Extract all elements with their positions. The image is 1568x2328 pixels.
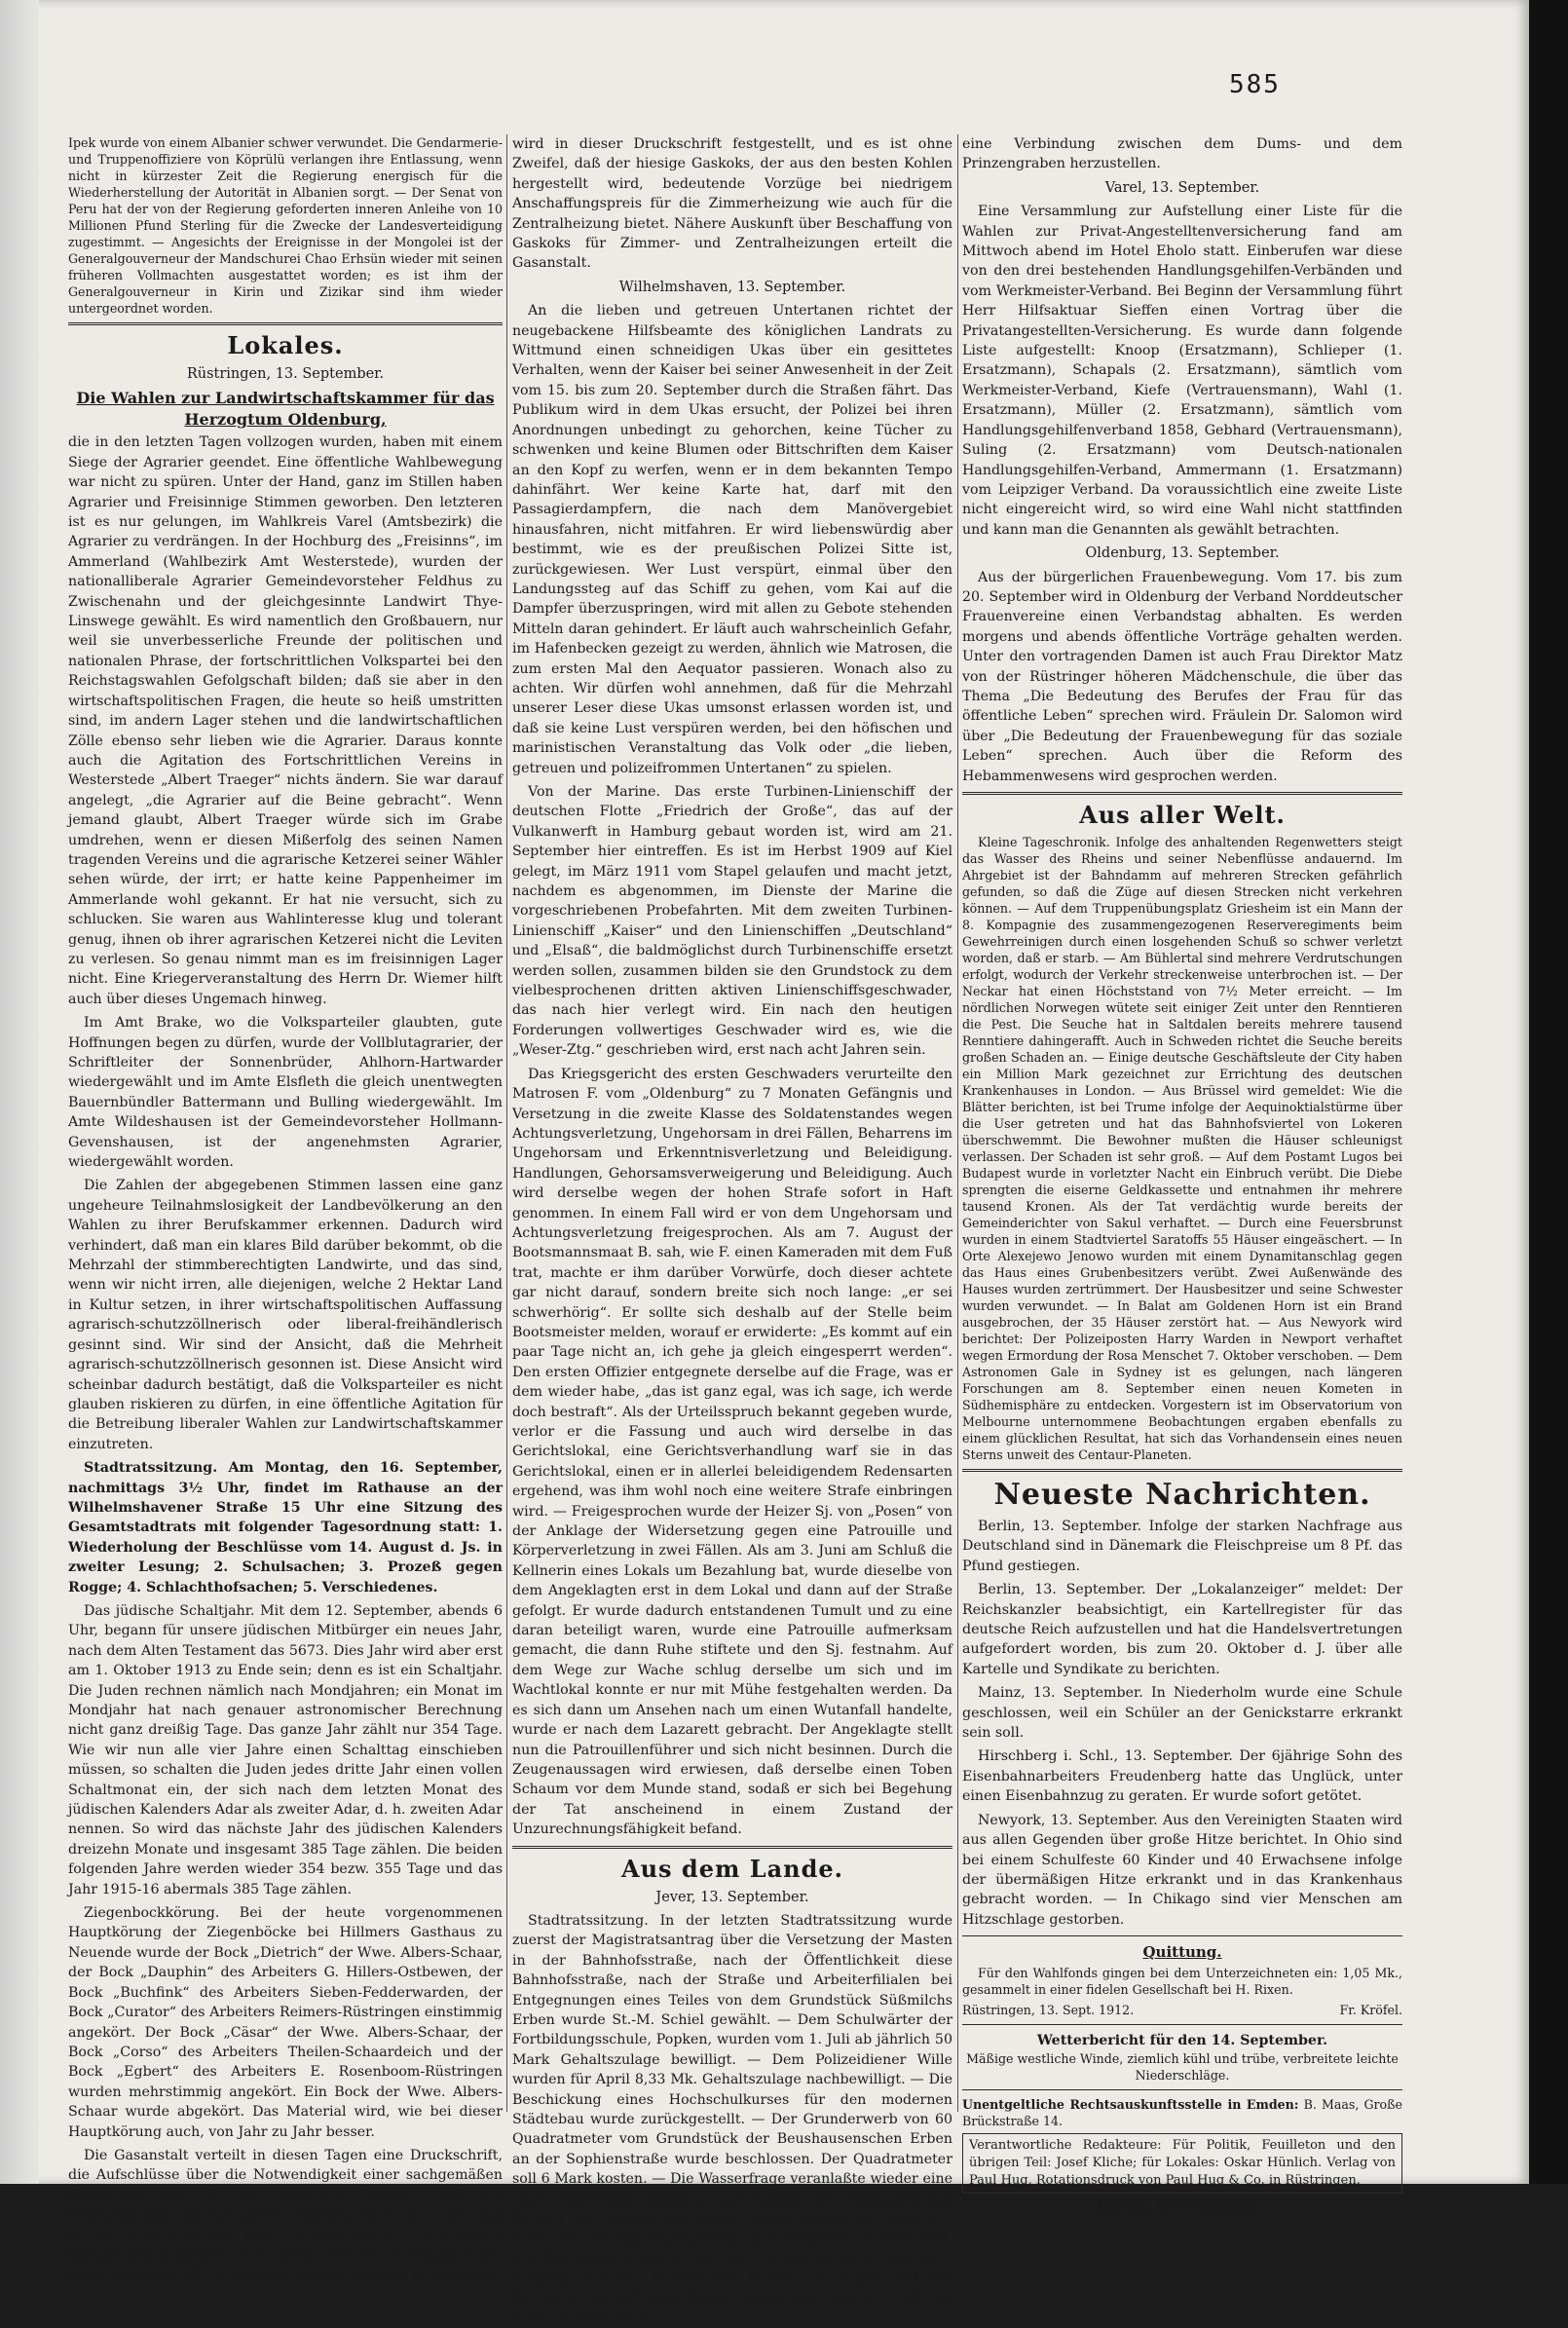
frauenbewegung-paragraph: Aus der bürgerlichen Frauenbewegung. Vom 17. bis zum 20. September wird in Oldenburg der Verband Norddeutscher Frauenvereine einen Verbandstag abhalten. Es werden morgens und abends öffentliche Vorträge gehalten werden. Unter den vortragenden Damen ist auch Frau Direktor Matz von der Rüstringer höheren Mädchenschule, die über das Thema „Die Bedeutung des Berufes der Frau für das öffentliche Leben“ sprechen wird. Fräulein Dr. Salomon wird über „Die Bedeutung der Frauenbewegung für das soziale Leben“ sprechen. Auch über die Reform des Hebammenwesens wird gesprochen werden. — [962, 569, 1402, 784]
lokales-heading: Lokales. — [227, 331, 344, 359]
column-3 — [962, 134, 1403, 2215]
schaltjahr-paragraph: Das jüdische Schaltjahr. Mit dem 12. September, abends 6 Uhr, begann für unsere jüdischen Mitbürger ein neues Jahr, nach dem Alten Testament das 5673. Dies Jahr wird aber erst am 1. Oktober 1913 zu Ende sein; denn es ist ein Schaltjahr. Die Juden rechnen nämlich nach Mondjahren; ein Monat im Mondjahr hat nach genauer astronomischer Berechnung nicht ganz dreißig Tage. Das ganze Jahr zählt nur 354 Tage. Wie wir nun alle vier Jahre einen Schalttag einschieben müssen, so schalten die Juden jedes dritte Jahr einen vollen Schaltmonat ein, der sich nach dem letzten Monat des jüdischen Kalenders Adar als zweiter Adar, d. h. zweiten Adar nennen. So wird das nächste Jahr des jüdischen Kalenders dreizehn Monate und insgesamt 385 Tage zählen. Die beiden folgenden Jahre werden wieder 354 bezw. 355 Tage und das Jahr 1915-16 abermals 385 Tage zählen. — [68, 1602, 503, 1897]
news-mainz: Mainz, 13. September. In Niederholm wurde eine Schule geschlossen, weil ein Schüler an der Genickstarre erkrankt sein soll. — [962, 1685, 1402, 1742]
wetter-text: Mäßige westliche Winde, ziemlich kühl und trübe, verbreitete leichte Niederschläge. — [966, 2050, 1399, 2083]
gas-paragraph: Die Gasanstalt verteilt in diesen Tagen eine Druckschrift, die Aufschlüsse über die Notwendigkeit einer sachgemäßen Beheizung gibt. Bei der heutigen Tatsache, daß die Heizungsfrage, die für unsere Volksbefinden im Winter von großer Bedeutung ist, noch vielfach mit einem geringen Verständnis behandelt wird, wenn man die Wichtigkeit der Frage verkennt. Die Bedeutung von Gaskoks als Heizmaterial — [68, 2147, 503, 2283]
wahlen-paragraph-1: die in den letzten Tagen vollzogen wurden, haben mit einem Siege der Agrarier geendet. Eine öffentliche Wahlbewegung war nicht zu spüren. Unter der Hand, ganz im Stillen haben Agrarier und Freisinnige Stimmen geworben. Den letzteren ist es nur gelungen, im Wahlkreis Varel (Amtsbezirk) die Agrarier zu verdrängen. In der Hochburg des „Freisinns“, im Ammerland (Wahlbezirk Amt Westerstede), wurden der nationalliberale Agrarier Gemeindevorsteher Feldhus zu Zwischenahn und der gleichgesinnte Landwirt Thye-Linswege gewählt. Es wird namentlich den Großbauern, nur weil sie unverbesserliche Freunde der politischen und nationalen Phrase, der fortschrittlichen Volkspartei bei den Reichstagswahlen Gefolgschaft bilden; daß sie aber in den wirtschaftspolitischen Fragen, die heute so heiß umstritten sind, im andern Lager stehen und die landwirtschaftlichen Zölle ebenso sehr lieben wie die Agrarier. Daraus konnte auch die Agitation des Fortschrittlichen Vereins in Westerstede „Albert Traeger“ nichts ändern. Sie war darauf angelegt, „die Agrarier auf die Beine gebracht“. Wenn jemand glaubt, Albert Traeger würde sich im Grabe umdrehen, wenn er diesen Mißerfolg des seinen Namen tragenden Vereins und die agrarische Ketzerei seiner Wähler sehen würde, der irrt; er hatte keine Pappenheimer im Ammerlande wohl gekannt. Er hat nie versucht, sich zu schlucken. Sie waren aus Wahlinteresse klug und tolerant genug, ihnen ob ihrer agrarischen Ketzerei nicht die Leviten zu verlesen. So genau nimmt man es im freisinnigen Lager nicht. Eine Kriegerveranstaltung des Herrn Dr. Wiemer hilft auch über dieses Ungemach hinweg. — [68, 434, 503, 1007]
wilhelmshaven-dateline: Wilhelmshaven, 13. September. — [618, 279, 846, 295]
quittung-place-date: Rüstringen, 13. Sept. 1912. — [962, 2002, 1135, 2017]
wetter-heading: Wetterbericht für den 14. September. — [1036, 2032, 1328, 2048]
emden-address: B. Maas, Große Brückstraße 14. — [962, 2096, 1403, 2128]
scan-edge — [1529, 0, 1568, 2184]
news-newyork: Newyork, 13. September. Aus den Vereinigten Staaten wird aus allen Gegenden über große Hitze berichtet. In Ohio sind bei einem Schulfeste 60 Kinder und 40 Erwachsene infolge der übermäßigen Hitze erkrankt und in das Krankenhaus gebracht worden. — In Chikago sind vier Menschen am Hitzschlage gestorben. — [962, 1812, 1402, 1928]
kriegsgericht-paragraph: Das Kriegsgericht des ersten Geschwaders verurteilte den Matrosen F. vom „Oldenburg“ zu 7 Monaten Gefängnis und Versetzung in die zweite Klasse des Soldatenstandes wegen Achtungsverletzung, Ungehorsam in drei Fällen, Beharrens im Ungehorsam und Erkenntnisverletzung und Beleidigung. Handlungen, Gehorsamsverweigerung und Beleidigung. Auch wird derselbe wegen der hohen Strafe sofort in Haft genommen. In einem Fall wird er von dem Ungehorsam und Achtungsverletzung freigesprochen. Als am 7. August der Bootsmannsmaat B. sah, wie F. einen Kameraden mit dem Fuß trat, machte er ihm darüber Vorwürfe, doch dieser achtete gar nicht darauf, sondern breite sich noch lange: „er sei schwerhörig“. Er sollte sich deshalb auf der Stelle beim Bootsmeister melden, worauf er erwiderte: „Es kommt auf ein paar Tage nicht an, ich gehe ja gleich eingesperrt werden“. Den ersten Offizier entgegnete derselbe auf die Frage, was er dem wieder habe, „das ist ganz egal, was ich sage, ich werde doch bestraft“. Als der Urteilsspruch bekannt gegeben wurde, verlor er die Fassung und auch wird derselbe in das Gerichtslokal, eine Gerichtsverhandlung warf sie in das Gerichtslokal, einen er in allerlei beleidigendem Redensarten ergehend, was ihm wohl noch eine weitere Strafe einbringen wird. — Freigesprochen wurde der Heizer Sj. von „Posen“ von der Anklage der Widersetzung gegen eine Patrouille und Körperverletzung in zwei Fällen. Als am 3. Juni am Schluß die Kellnerin eines Lokals um Bezahlung bat, wurde dieselbe von dem Angeklagten erst in dem Lokal und dann auf der Straße gefolgt. Er wurde dadurch entstandenen Tumult und zu eine daran beteiligt waren, wurde eine Patrouille aufmerksam gemacht, die dann Ruhe stiftete und den Sj. festnahm. Auf dem Wege zur Wache schlug derselbe um sich und im Wachtlokal konnte er nur mit Mühe festgehalten werden. Da es sich dann um Ansehen nach um einen Wutanfall handelte, wurde er nach dem Lazarett gebracht. Der Angeklagte stellt nun die Patrouillenführer und sich nicht besinnen. Durch die Zeugenaussagen wird erwiesen, daß derselbe einen Toben Schaum vor dem Munde stand, sodaß er sich bei Begehung der Tat anscheinend in einem Zustand der Unzurechnungsfähigkeit befand. — [512, 1066, 952, 1838]
jever-paragraph: Stadtratssitzung. In der letzten Stadtratssitzung wurde zuerst der Magistratsantrag über die Versetzung der Masten in der Bahnhofsstraße, nach der Öffentlichkeit diese Bahnhofsstraße, nach der Straße und Arbeiterfilialen bei Entgegnungen eines Teiles von dem Grundstück Süßmilchs Erben wurde St.-M. Schiel gewählt. — Dem Schulwärter der Fortbildungsschule, Popken, wurden vom 1. Juli ab jährlich 50 Mark Gehaltszulage bewilligt. — Dem Polizeidiener Wille wurden für April 8,33 Mk. Gehaltszulage nachbewilligt. — Die Beschickung eines Hochschulkurses für den modernen Städtebau wurde zurückgestellt. — Der Grunderwerb von 60 Quadratmeter vom Grundstück der Beushausenschen Erben an der Sophienstraße wurde beschlossen. Der Quadratmeter soll 6 Mark kosten. — Die Wasserfrage veranlaßte wieder eine recht stürmische Debatte. Der Ankauf des Fettköterschen Werkes von seiten der Stadt wurde abgelehnt. Dagegen wurde der Antrag angenommen, den Magistrat zu ersuchen, bei der Firma Fettköter anzufragen, ob sie bereit sei, eine Leitung nach der elektrischen Zentrale zu legen und das Wasser zu ermäßigten Preisen dahin abzugeben. — Weiter wurde beschlossen, — [512, 1912, 952, 2327]
ziegen-paragraph: Ziegenbockkörung. Bei der heute vorgenommenen Hauptkörung der Ziegenböcke bei Hillmers Gasthaus zu Neuende wurde der Bock „Dietrich“ der Wwe. Albers-Schaar, der Bock „Dauphin“ des Arbeiters G. Hillers-Ostbewen, der Bock „Buchfink“ des Arbeiters Sieben-Fedderwarden, der Bock „Curator“ des Arbeiters Reimers-Rüstringen einstimmig angekört. Der Bock „Cäsar“ der Wwe. Albers-Schaar, der Bock „Corso“ des Arbeiters Theilen-Schaardeich und der Bock „Egbert“ des Arbeiters E. Rosenboom-Rüstringen wurden mehrstimmig angekört. Ein Bock der Wwe. Albers-Schaar wurde abgekört. Das Material wird, wie bei dieser Hauptkörung auch, von Jahr zu Jahr besser. — [68, 1905, 503, 2140]
binding-strip — [0, 0, 39, 2184]
divider — [962, 2024, 1402, 2025]
wahlen-paragraph-3: Die Zahlen der abgegebenen Stimmen lassen eine ganz ungeheure Teilnahmslosigkeit der Landbevölkerung an den Wahlen zu ihrer Berufskammer erkennen. Dadurch wird verhindert, daß man ein klares Bild darüber bekommt, ob die Mehrzahl der stimmberechtigten Landwirte, und das sind, wenn wir nicht irren, alle diejenigen, welche 2 Hektar Land in Kultur setzen, in ihrer wirtschaftspolitischen Auffassung agrarisch-schutzzöllnerisch oder liberal-freihändlerisch gesinnt sind. Wir sind der Ansicht, daß die Mehrheit agrarisch-schutzzöllnerisch gesonnen ist. Diese Ansicht wird scheinbar dadurch bestätigt, daß die Volksparteiler es nicht glauben riskieren zu dürfen, in eine öffentliche Agitation für die Betreibung liberaler Wahlen zur Landwirtschaftskammer einzutreten. — [68, 1178, 503, 1452]
emden-heading: Unentgeltliche Rechtsauskunftsstelle in Emden: — [962, 2096, 1299, 2112]
divider — [962, 2089, 1402, 2090]
intro-news: Ipek wurde von einem Albanier schwer verwundet. Die Gendarmerie- und Truppenoffiziere von Köprülü verlangen ihre Entlassung, wenn nicht in kürzester Zeit die Regierung energisch für die Wiederherstellung der Autorität in Albanien sorgt. — Der Senat von Peru hat der von der Regierung geforderten inneren Anleihe von 10 Millionen Pfund Sterling für die Zwecke der Landesverteidigung zugestimmt. — Angesichts der Ereignisse in der Mongolei ist der Generalgouverneur der Mandschurei Chao Erhsün wieder mit seinen früheren Vollmachten ausgestattet worden; es ist ihm der Generalgouverneur in Kirin und Zizikar sind ihm wieder untergeordnet worden. — [68, 135, 503, 316]
divider — [962, 1935, 1402, 1936]
oldenburg-dateline: Oldenburg, 13. September. — [1085, 545, 1280, 562]
column-1 — [68, 134, 503, 2283]
news-hirschberg: Hirschberg i. Schl., 13. September. Der 6jährige Sohn des Eisenbahnarbeiters Freudenberg hatte das Unglück, unter einen Eisenbahnzug zu geraten. Er wurde sofort getötet. — [962, 1748, 1402, 1805]
column-2 — [512, 134, 952, 2327]
divider — [962, 792, 1402, 795]
beilagen-note: Hierzu zwei Beilagen. — [1098, 2198, 1267, 2215]
impressum-box: Verantwortliche Redakteure: Für Politik, Feuilleton und den übrigen Teil: Josef Kliche; für Lokales: Oskar Hünlich. Verlag von Paul Hug, Rotationsdruck von Paul Hug & Co. in Rüstringen. — [962, 2133, 1402, 2194]
aus-aller-welt-heading: Aus aller Welt. — [1079, 801, 1286, 829]
varel-intro: eine Verbindung zwischen dem Dums- und dem Prinzengraben herzustellen. — [962, 136, 1402, 172]
tageschronik-paragraph: Kleine Tageschronik. Infolge des anhaltenden Regenwetters steigt das Wasser des Rheins und seiner Nebenflüsse andauernd. Im Ahrgebiet ist der Bahndamm auf mehreren Strecken gefährlich gefunden, so daß die Züge auf diesen Strecken nicht verkehren können. — Auf dem Truppenübungsplatz Griesheim ist ein Mann der 8. Kompagnie des zusammengezogenen Reserveregiments beim Gewehrreinigen durch einen losgehenden Schuß so schwer verletzt worden, daß er starb. — Am Bühlertal sind mehrere Verdrutschungen erfolgt, wodurch der Verkehr streckenweise unterbrochen ist. — Der Neckar hat einen Höchststand von 7½ Meter erreicht. — Im nördlichen Norwegen wütete seit einiger Zeit unter den Renntieren die Pest. Die Seuche hat in Saltdalen bereits mehrere tausend Renntiere dahingerafft. Auch in Schweden richtet die Seuche bereits großen Schaden an. — Einige deutsche Geschäftsleute der City haben ein Million Mark gezeichnet zur Errichtung des deutschen Krankenhauses in London. — Aus Brüssel wird gemeldet: Wie die Blätter berichten, ist bei Trume infolge der Aequinoktialstürme über die User getreten und hat das Bahnhofsviertel von Lokeren überschwemmt. Die Bewohner mußten die Häuser schleunigst verlassen. Der Schaden ist sehr groß. — Auf dem Postamt Lugos bei Budapest wurde in vorletzter Nacht ein Einbruch verübt. Die Diebe sprengten die eiserne Geldkassette und entnahmen ihr mehrere tausend Kronen. Als der Tat verdächtig wurde bereits der Gemeinderichter von Sakul verhaftet. — Durch eine Feuersbrunst wurden in einem Stadtviertel Saratoffs 55 Häuser eingeäschert. — In Orte Alexejewo Jenowo wurden mit einem Dynamitanschlag gegen das Haus eines Grubenbesitzers verübt. Zwei Außenwände des Hauses wurden zertrümmert. Der Hausbesitzer und seine Schwester wurden verwundet. — In Balat am Goldenen Horn ist ein Brand ausgebrochen, der 35 Häuser zerstört hat. — Aus Newyork wird berichtet: Der Polizeiposten Harry Warden in Newport verhaftet wegen Ermordung der Rosa Menschet 7. Oktober verschoben. — Dem Astronomen Gale in Sydney ist es gelungen, nach längeren Forschungen am 8. September einen neuen Kometen in Südhemisphäre zu entdecken. Vorgestern ist im Observatorium von Melbourne unternommene Beobachtungen ergaben ebenfalls zu einem glücklichen Resultat, hat sich das Vorhandensein eines neuen Sterns unweit des Centaur-Planeten. — [962, 835, 1402, 1462]
wahlen-paragraph-2: Im Amt Brake, wo die Volksparteiler glaubten, gute Hoffnungen begen zu dürfen, wurde der Vollblutagrarier, der Schriftleiter der Sonnenbrüder, Ahlhorn-Hartwarder wiedergewählt und im Amte Elsfleth die gleich unentwegten Bauernbündler Battermann und Bulling wiedergewählt. Im Amte Wildeshausen ist der Gemeindevorsteher Hollmann-Gevenshausen, ist der angenehmsten Agrarier, wiedergewählt worden. — [68, 1015, 503, 1171]
page-number: 585 — [1229, 70, 1281, 99]
column-rule — [957, 134, 958, 2112]
quittung-heading: Quittung. — [1142, 1943, 1222, 1962]
emden-notice — [962, 2096, 1402, 2129]
neueste-nachrichten-heading: Neueste Nachrichten. — [993, 1478, 1371, 1512]
wahlen-heading: Die Wahlen zur Landwirtschaftskammer für das Herzogtum Oldenburg, — [76, 389, 495, 430]
jever-dateline: Jever, 13. September. — [655, 1889, 809, 1905]
divider — [962, 1469, 1402, 1472]
divider — [68, 322, 503, 325]
aus-dem-lande-heading: Aus dem Lande. — [620, 1854, 844, 1883]
varel-dateline: Varel, 13. September. — [1104, 179, 1260, 196]
quittung-signature — [962, 2002, 1402, 2018]
stadtrat-paragraph: Stadtratssitzung. Am Montag, den 16. September, nachmittags 3½ Uhr, findet im Rathause an der Wilhelmshavener Straße 15 Uhr eine Sitzung des Gesamtstadtrats mit folgender Tagesordnung statt: 1. Wiederholung der Beschlüsse vom 14. August d. Js. in zweiter Lesung; 2. Schulsachen; 3. Prozeß gegen Rogge; 4. Schlachthofsachen; 5. Verschiedenes. — [68, 1460, 503, 1596]
marine-paragraph: Von der Marine. Das erste Turbinen-Linienschiff der deutschen Flotte „Friedrich der Große“, das auf der Vulkanwerft in Hamburg gebaut worden ist, wird am 21. September hier eintreffen. Es ist im Herbst 1909 auf Kiel gelegt, im März 1911 vom Stapel gelaufen und macht jetzt, nachdem es abgenommen, im Dienste der Marine die vorgeschriebenen Probefahrten. Mit dem zweiten Turbinen-Linienschiff „Kaiser“ und den Linienschiffen „Deutschland“ und „Elsaß“, die baldmöglichst durch Turbinenschiffe ersetzt werden sollen, zusammen bilden sie den Grundstock zu dem vielbesprochenen dritten aktiven Linienschiffsgeschwader, das nach hier verlegt wird. Ein nach den heutigen Forderungen vollwertiges Geschwader wird es, wie die „Weser-Ztg.“ geschrieben wird, erst nach acht Jahren sein. — [512, 784, 952, 1059]
untertanen-paragraph: An die lieben und getreuen Untertanen richtet der neugebackene Hilfsbeamte des königlichen Landrats zu Wittmund einen schneidigen Ukas über ein gesittetes Verhalten, wenn der Kaiser bei seiner Anwesenheit in der Zeit vom 15. bis zum 20. September durch die Straßen fährt. Das Publikum wird in dem Ukas ersucht, der Polizei bei ihren Anordnungen unbedingt zu gehorchen, keine Tücher zu schwenken und keine Blumen oder Bittschriften dem Kaiser an den Kopf zu werfen, wenn er in dem bekannten Tempo dahinfährt. Wer keine Karte hat, darf mit den Passagierdampfern, die nach dem Manövergebiet hinausfahren, nicht mitfahren. Er wird liebenswürdig aber bestimmt, wie es der preußischen Polizei Sitte ist, zurückgewiesen. Wer Lust verspürt, einmal über den Landungssteg auf das Schiff zu gehen, vom Kai auf die Dampfer überzuspringen, wird mit allen zu Gebote stehenden Mitteln daran gehindert. Er läuft auch wahrscheinlich Gefahr, im Hafenbecken gezeigt zu werden, ähnlich wie Matrosen, die zum ersten Mal den Aequator passieren. Wonach also zu achten. Wir dürfen wohl annehmen, daß für die Mehrzahl unserer Leser diese Ukas umsonst erlassen worden ist, und daß sie keine Lust verspüren werden, bei den höfischen und marinistischen Veranstaltung das Volk oder „die lieben, getreuen und polizeifrommen Untertanen“ zu spielen. — [512, 303, 952, 776]
lokales-dateline: Rüstringen, 13. September. — [186, 366, 385, 382]
versammlung-paragraph: Eine Versammlung zur Aufstellung einer Liste für die Wahlen zur Privat-Angestelltenversicherung fand am Mittwoch abend im Hotel Eholo statt. Einberufen war diese von den drei bestehenden Handlungsgehilfen-Verbänden und vom Werkmeister-Verband. Bei Beginn der Versammlung führt Herr Hilfsaktuar Sieffen einen Vortrag über die Privatangestellten-Versicherung. Es wurde dann folgende Liste aufgestellt: Knoop (Ersatzmann), Schlieper (1. Ersatzmann), Schapals (2. Ersatzmann), sämtlich vom Werkmeister-Verband, Kiefe (Vertrauensmann), Wahl (1. Ersatzmann), Müller (2. Ersatzmann), sämtlich vom Handlungsgehilfenverband 1858, Gebhard (Vertrauensmann), Suling (2. Ersatzmann) vom Deutsch-nationalen Handlungsgehilfen-Verband, Ammermann (1. Ersatzmann) vom Leipziger Verband. Da voraussichtlich eine zweite Liste nicht eingereicht wird, so wird eine Wahl nicht stattfinden und kann man die Genannten als gewählt betrachten. — [962, 204, 1402, 538]
gas-continued: wird in dieser Druckschrift festgestellt, und es ist ohne Zweifel, daß der hiesige Gaskoks, der aus den besten Kohlen hergestellt wird, bedeutende Vorzüge bei niedrigem Anschaffungspreis für die Zimmerheizung wie auch für die Zentralheizung bietet. Nähere Auskunft über Beschaffung von Gaskoks für Zimmer- und Zentralheizungen erteilt die Gasanstalt. — [512, 136, 952, 272]
quittung-text: Für den Wahlfonds gingen bei dem Unterzeichneten ein: 1,05 Mk., gesammelt in einer fidelen Gesellschaft bei H. Rixen. — [962, 1965, 1402, 1997]
quittung-signer: Fr. Kröfel. — [1339, 2002, 1402, 2017]
column-rule — [506, 134, 507, 2112]
news-berlin-2: Berlin, 13. September. Der „Lokalanzeiger“ meldet: Der Reichskanzler beabsichtigt, ein Kartellregister für das deutsche Reich aufzustellen und hat die Handelsvertretungen aufgefordert worden, bis zum 20. Oktober d. J. über alle Kartelle und Syndikate zu berichten. — [962, 1582, 1402, 1677]
news-berlin-1: Berlin, 13. September. Infolge der starken Nachfrage aus Deutschland sind in Dänemark die Fleischpreise um 8 Pf. das Pfund gestiegen. — [962, 1519, 1402, 1574]
divider — [512, 1846, 952, 1849]
